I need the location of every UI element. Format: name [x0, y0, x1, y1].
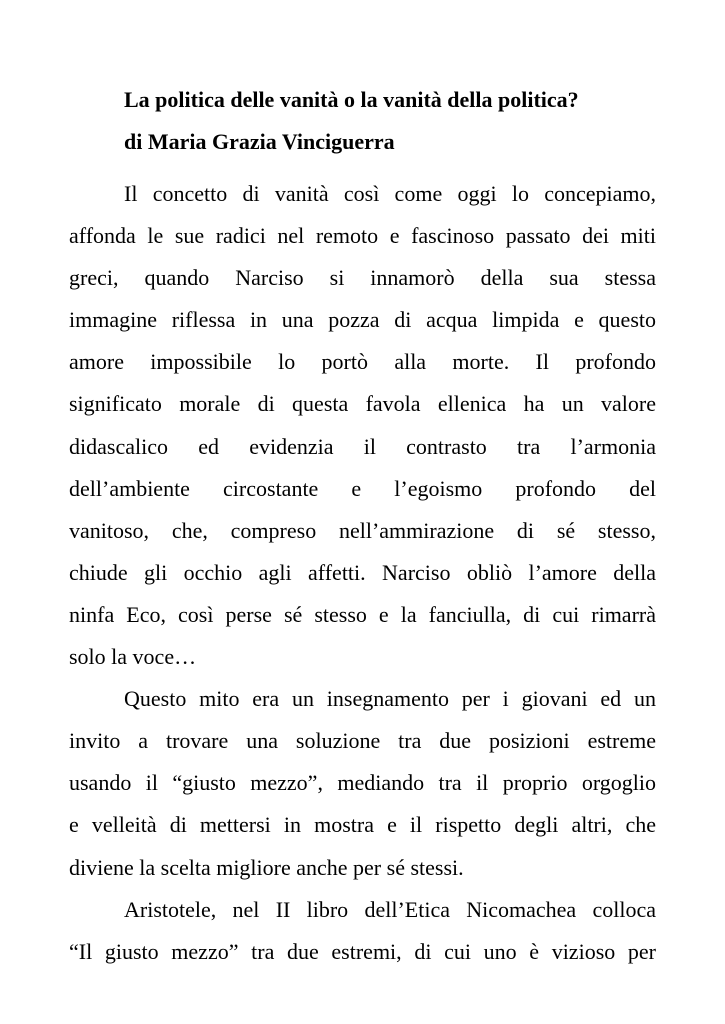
paragraph-line: Aristotele, nel II libro dell’Etica Nicomachea colloca [124, 896, 656, 922]
paragraph-line: immagine riflessa in una pozza di acqua limpida e questo [69, 307, 656, 333]
document-author: di Maria Grazia Vinciguerra [124, 129, 395, 154]
paragraph-line: ninfa Eco, così perse sé stesso e la fanciulla, di cui rimarrà [69, 601, 656, 627]
paragraph-line: invito a trovare una soluzione tra due posizioni estreme [69, 728, 656, 754]
paragraph-line: diviene la scelta migliore anche per sé stessi. [69, 854, 464, 880]
paragraph-line: “Il giusto mezzo” tra due estremi, di cui uno è vizioso per [69, 938, 656, 964]
paragraph-line: vanitoso, che, compreso nell’ammirazione di sé stesso, [69, 517, 656, 543]
paragraph-line: significato morale di questa favola ellenica ha un valore [69, 391, 656, 417]
paragraph-line: greci, quando Narciso si innamorò della sua stessa [69, 265, 656, 291]
paragraph-line: e velleità di mettersi in mostra e il rispetto degli altri, che [69, 812, 656, 838]
paragraph-line: Questo mito era un insegnamento per i giovani ed un [124, 686, 656, 712]
body-text [69, 173, 656, 973]
paragraph-line: didascalico ed evidenzia il contrasto tra l’armonia [69, 433, 656, 459]
paragraph-line: Il concetto di vanità così come oggi lo concepiamo, [124, 181, 656, 206]
paragraph-line: usando il “giusto mezzo”, mediando tra il proprio orgoglio [69, 770, 656, 796]
paragraph-line: affonda le sue radici nel remoto e fascinoso passato dei miti [69, 223, 656, 249]
paragraph-line: amore impossibile lo portò alla morte. Il profondo [69, 349, 656, 375]
paragraph-line: chiude gli occhio agli affetti. Narciso obliò l’amore della [69, 559, 656, 585]
paragraph-line: dell’ambiente circostante e l’egoismo profondo del [69, 475, 656, 501]
paragraph-line: solo la voce… [69, 644, 197, 670]
document-title: La politica delle vanità o la vanità della politica? [124, 87, 579, 112]
